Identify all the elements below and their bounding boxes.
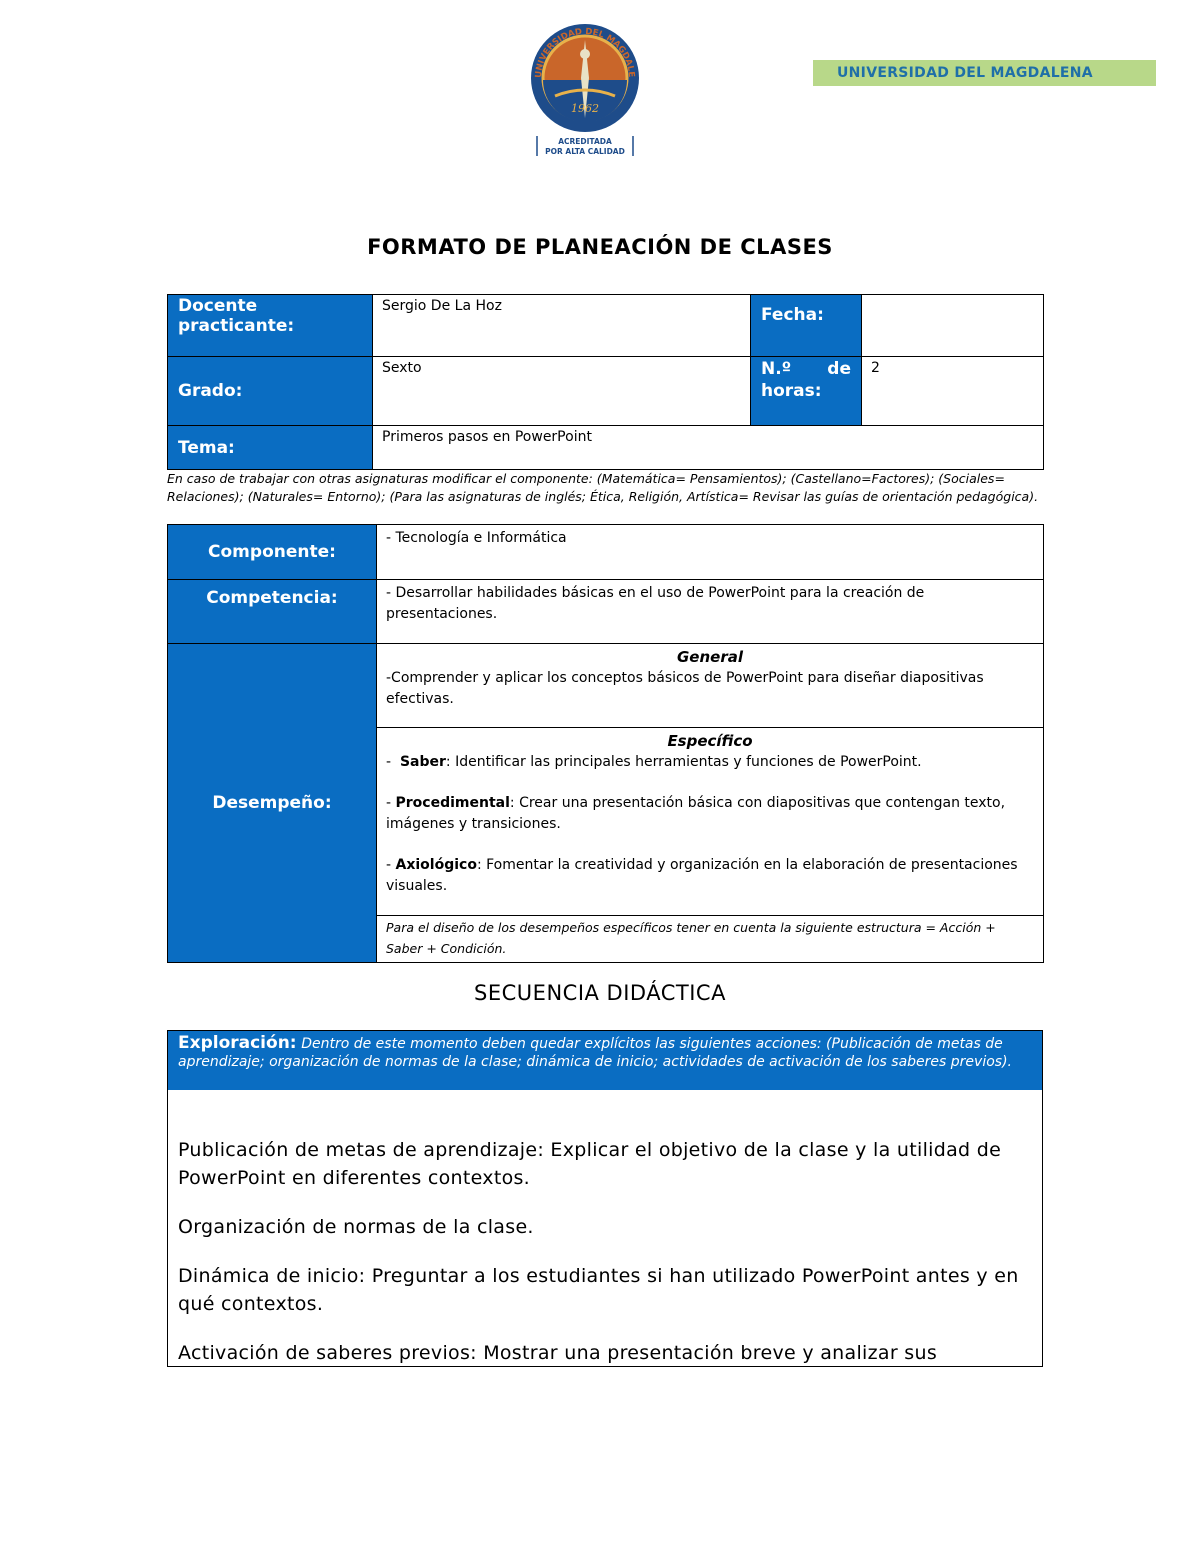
page-title: FORMATO DE PLANEACIÓN DE CLASES — [367, 235, 833, 259]
general-cell[interactable] — [377, 644, 1044, 728]
procedimental-label: Procedimental — [395, 795, 510, 811]
procedimental-item: - Procedimental: Crear una presentación básica con diapositivas que contengan texto, imágenes y transiciones. — [386, 795, 1006, 832]
docente-label: Docente practicante: — [168, 295, 373, 357]
plan-table — [167, 524, 1044, 963]
exploration-item: Activación de saberes previos: Mostrar una presentación breve y analizar sus — [178, 1342, 938, 1364]
axiologico-value: : Fomentar la creatividad y organización en la elaboración de presentaciones visuales. — [386, 857, 1018, 894]
grado-value[interactable]: Sexto — [373, 357, 751, 426]
tema-value[interactable]: Primeros pasos en PowerPoint — [373, 426, 1044, 470]
saber-item: - Saber: Identificar las principales herramientas y funciones de PowerPoint. — [386, 754, 922, 770]
horas-label-3: horas: — [761, 381, 822, 401]
grado-label: Grado: — [168, 357, 373, 426]
horas-label — [751, 357, 862, 426]
exploration-item: Publicación de metas de aprendizaje: Explicar el objetivo de la clase y la utilidad de PowerPoint en diferentes contextos. — [178, 1139, 1002, 1189]
saber-label: Saber — [399, 754, 446, 770]
axiologico-item: - Axiológico: Fomentar la creatividad y organización en la elaboración de presentaciones visuales. — [386, 857, 1018, 894]
exploration-label: Exploración: — [178, 1033, 297, 1053]
horas-value[interactable]: 2 — [862, 357, 1044, 426]
fecha-label: Fecha: — [751, 295, 862, 357]
componente-label: Componente: — [168, 525, 377, 580]
procedimental-value: : Crear una presentación básica con diapositivas que contengan texto, imágenes y transiciones. — [386, 795, 1006, 832]
desempeno-label: Desempeño: — [168, 644, 377, 963]
competencia-value[interactable]: - Desarrollar habilidades básicas en el uso de PowerPoint para la creación de presentaciones. — [377, 580, 1044, 644]
horas-label-2: de — [827, 359, 851, 379]
general-value: -Comprender y aplicar los conceptos básicos de PowerPoint para diseñar diapositivas efectivas. — [386, 670, 984, 707]
especifico-title: Específico — [667, 732, 753, 750]
subject-note: En caso de trabajar con otras asignaturas modificar el componente: (Matemática= Pensamientos); (Castellano=Factores); (Sociales= Relaciones); (Naturales= Entorno); (Para las asignaturas de inglés; Ética, Religión, Artística= Revisar las guías de orientación pedagógica). — [167, 471, 1039, 504]
docente-value[interactable]: Sergio De La Hoz — [373, 295, 751, 357]
exploration-item: Organización de normas de la clase. — [178, 1216, 534, 1238]
logo-arc-text: UNIVERSIDAD DEL MAGDALE — [533, 26, 637, 79]
competencia-label: Competencia: — [168, 580, 377, 644]
exploration-header — [168, 1031, 1042, 1090]
sequence-title: SECUENCIA DIDÁCTICA — [474, 981, 726, 1005]
fecha-value[interactable] — [862, 295, 1044, 357]
structure-note: Para el diseño de los desempeños específicos tener en cuenta la siguiente estructura = Acción + Saber + Condición. — [377, 916, 1044, 963]
info-table — [167, 294, 1044, 470]
componente-value[interactable]: - Tecnología e Informática — [377, 525, 1044, 580]
logo-caption-2: POR ALTA CALIDAD — [545, 147, 625, 156]
general-title: General — [677, 648, 743, 666]
university-logo — [525, 18, 645, 158]
especifico-cell[interactable] — [377, 728, 1044, 916]
exploration-instructions: Dentro de este momento deben quedar explícitos las siguientes acciones: (Publicación de metas de aprendizaje; organización de normas de la clase; dinámica de inicio; actividades de activación de los saberes previos). — [178, 1036, 1012, 1070]
exploration-body[interactable] — [168, 1090, 1042, 1367]
saber-value: : Identificar las principales herramientas y funciones de PowerPoint. — [445, 754, 922, 770]
axiologico-label: Axiológico — [395, 857, 477, 873]
university-brand-bar: UNIVERSIDAD DEL MAGDALENA — [813, 60, 1156, 86]
exploration-section — [167, 1030, 1043, 1367]
exploration-item: Dinámica de inicio: Preguntar a los estudiantes si han utilizado PowerPoint antes y en qué contextos. — [178, 1265, 1019, 1315]
tema-label: Tema: — [168, 426, 373, 470]
logo-year: 1962 — [571, 102, 599, 115]
logo-caption-1: ACREDITADA — [558, 137, 612, 146]
horas-label-1: N.º — [761, 359, 792, 379]
